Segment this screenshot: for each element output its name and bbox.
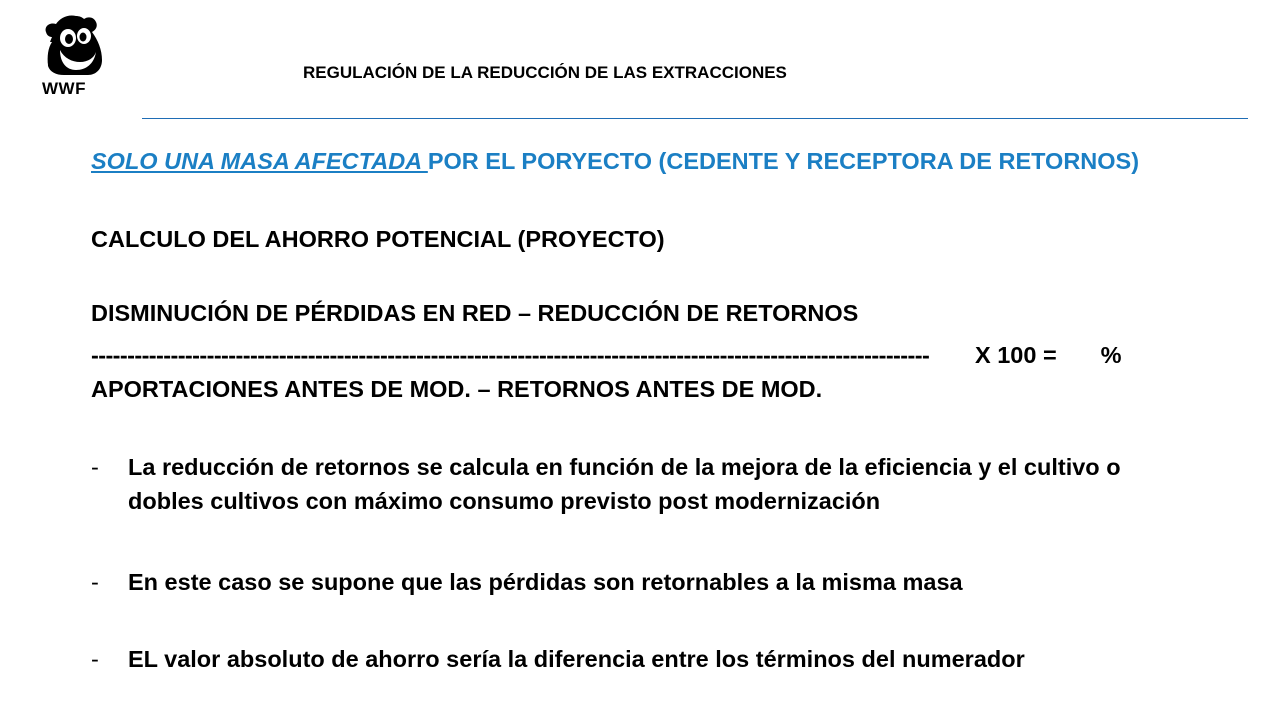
list-item xyxy=(91,565,1191,599)
calc-heading: CALCULO DEL AHORRO POTENCIAL (PROYECTO) xyxy=(91,226,665,252)
panda-icon xyxy=(38,12,108,78)
bullet-text: EL valor absoluto de ahorro sería la diferencia entre los términos del numerador xyxy=(128,646,1025,672)
subtitle xyxy=(91,146,1139,176)
subtitle-rest: POR EL PORYECTO (CEDENTE Y RECEPTORA DE RETORNOS) xyxy=(427,148,1140,174)
multiplier: X 100 = xyxy=(975,342,1057,368)
logo-text: WWF xyxy=(42,79,86,98)
bullet-text: La reducción de retornos se calcula en función de la mejora de la eficiencia y el cultivo o dobles cultivos con máximo consumo previsto post modernización xyxy=(128,454,1121,514)
bullet-marker: - xyxy=(91,646,99,672)
list-item xyxy=(91,642,1191,676)
fraction-denominator: APORTACIONES ANTES DE MOD. – RETORNOS ANTES DE MOD. xyxy=(91,376,823,402)
fraction-bar: -------------------------------------------------------------------------------------------------------------------- xyxy=(91,342,930,368)
fraction-numerator: DISMINUCIÓN DE PÉRDIDAS EN RED – REDUCCIÓN DE RETORNOS xyxy=(91,300,859,326)
fraction-bar-row xyxy=(91,340,1122,370)
header-divider xyxy=(142,118,1248,119)
page-title: REGULACIÓN DE LA REDUCCIÓN DE LAS EXTRACCIONES xyxy=(303,63,787,82)
percent-sign: % xyxy=(1100,342,1122,368)
bullet-marker: - xyxy=(91,454,99,480)
bullet-text: En este caso se supone que las pérdidas son retornables a la misma masa xyxy=(128,569,963,595)
list-item xyxy=(91,450,1191,518)
wwf-logo xyxy=(38,12,118,102)
subtitle-underlined: SOLO UNA MASA AFECTADA xyxy=(91,148,428,174)
bullet-marker: - xyxy=(91,569,99,595)
